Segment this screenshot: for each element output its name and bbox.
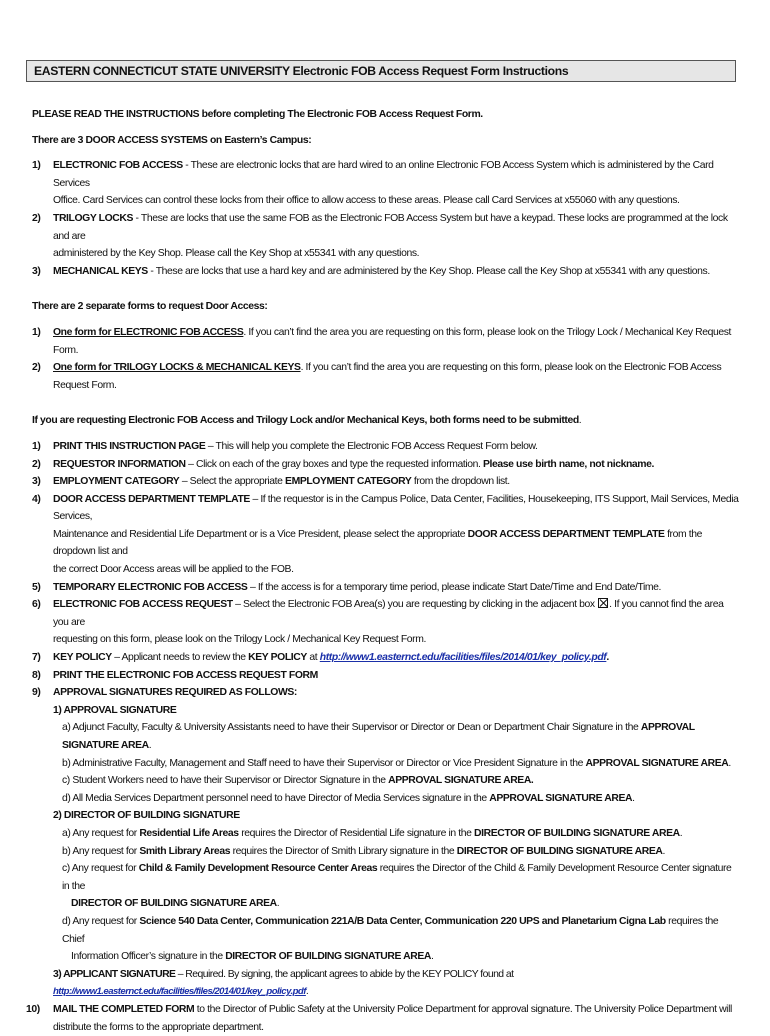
approval-signature-heading: 1) APPROVAL SIGNATURE — [53, 704, 177, 716]
intro-line: PLEASE READ THE INSTRUCTIONS before completing The Electronic FOB Access Request Form. — [32, 109, 483, 120]
step-item: 1) PRINT THIS INSTRUCTION PAGE – This will help you complete the Electronic FOB Access Request Form below. — [32, 440, 538, 452]
step-item: 2) REQUESTOR INFORMATION – Click on each of the gray boxes and type the requested information. Please use birth name, not nickname. — [32, 458, 654, 470]
director-c-cont: DIRECTOR OF BUILDING SIGNATURE AREA. — [71, 898, 280, 910]
step-item: 8) PRINT THE ELECTRONIC FOB ACCESS REQUEST FORM — [32, 669, 318, 681]
director-d: d) Any request for Science 540 Data Center, Communication 221A/B Data Center, Communication 220 UPS and Planetarium Cigna Lab requires the Chief — [62, 915, 719, 945]
approval-b: b) Administrative Faculty, Management and Staff need to have their Supervisor or Director or Vice President Signature in the APPROVAL SIGNATURE AREA. — [62, 757, 731, 769]
systems-heading: There are 3 DOOR ACCESS SYSTEMS on Eastern’s Campus: — [32, 134, 312, 146]
director-c: c) Any request for Child & Family Development Resource Center Areas requires the Director of the Child & Family Development Resource Center signature in the — [62, 863, 732, 892]
both-forms-note: If you are requesting Electronic FOB Access and Trilogy Lock and/or Mechanical Keys, both forms need to be submitted. — [32, 415, 582, 427]
step-item: 7) KEY POLICY – Applicant needs to review the KEY POLICY at http://www1.easternct.edu/facilities/files/2014/01/key_policy.pdf. — [32, 652, 609, 664]
page-title: EASTERN CONNECTICUT STATE UNIVERSITY Electronic FOB Access Request Form Instructions — [26, 60, 736, 82]
instructions-body — [26, 106, 740, 1036]
approval-a: a) Adjunct Faculty, Faculty & University Assistants need to have their Supervisor or Director or Dean or Department Chair Signature in the APPROVAL SIGNATURE AREA. — [62, 722, 695, 751]
form-item: 2) One form for TRILOGY LOCKS & MECHANICAL KEYS. If you can’t find the area you are requesting on this form, please look on the Electronic FOB Access Request Form. — [32, 362, 722, 391]
system-item: 1) ELECTRONIC FOB ACCESS - These are electronic locks that are hard wired to an online Electronic FOB Access System which is administered by the Card Services Office. Card Services can control these locks from their office to allow access to these areas. Please call Card Services at x55060 with any questions. — [32, 160, 714, 207]
step-item: 3) EMPLOYMENT CATEGORY – Select the appropriate EMPLOYMENT CATEGORY from the dropdown list. — [32, 476, 510, 488]
applicant-signature: 3) APPLICANT SIGNATURE – Required. By signing, the applicant agrees to abide by the KEY POLICY found at http://www1.easternct.edu/facilities/files/2014/01/key_policy.pdf. — [53, 968, 514, 998]
director-signature-heading: 2) DIRECTOR OF BUILDING SIGNATURE — [53, 810, 240, 822]
system-item: 3) MECHANICAL KEYS - These are locks that use a hard key and are administered by the Key Shop. Please call the Key Shop at x55341 with any questions. — [32, 265, 710, 277]
step-item: 9) APPROVAL SIGNATURES REQUIRED AS FOLLOWS: — [32, 687, 297, 699]
director-b: b) Any request for Smith Library Areas requires the Director of Smith Library signature in the DIRECTOR OF BUILDING SIGNATURE AREA. — [62, 845, 666, 857]
forms-heading: There are 2 separate forms to request Door Access: — [32, 301, 268, 313]
director-d-cont: Information Officer’s signature in the DIRECTOR OF BUILDING SIGNATURE AREA. — [71, 951, 434, 963]
step-item: 4) DOOR ACCESS DEPARTMENT TEMPLATE – If the requestor is in the Campus Police, Data Center, Facilities, Housekeeping, ITS Support, Mail Services, Media Services, Maintenance and Residential Life Department or is a Vice President, please select the appropriate DOOR ACCESS DEPARTMENT TEMPLATE from the dropdown list and the correct Door Access areas will be applied to the FOB. — [32, 493, 739, 576]
step-item: 5) TEMPORARY ELECTRONIC FOB ACCESS – If the access is for a temporary time period, please indicate Start Date/Time and End Date/Time. — [32, 581, 662, 593]
approval-c: c) Student Workers need to have their Supervisor or Director Signature in the APPROVAL SIGNATURE AREA. — [62, 775, 534, 787]
key-policy-link[interactable]: http://www1.easternct.edu/facilities/files/2014/01/key_policy.pdf — [319, 652, 607, 664]
form-item: 1) One form for ELECTRONIC FOB ACCESS. If you can’t find the area you are requesting on this form, please look on the Trilogy Lock / Mechanical Key Request Form. — [32, 326, 732, 356]
director-a: a) Any request for Residential Life Areas requires the Director of Residential Life signature in the DIRECTOR OF BUILDING SIGNATURE AREA. — [62, 827, 683, 839]
step-item: 6) ELECTRONIC FOB ACCESS REQUEST – Select the Electronic FOB Area(s) you are requesting by clicking in the adjacent box . If you cannot find the area you are requesting on this form, please look on the Trilogy Lock / Mechanical Key Request Form. — [32, 599, 724, 646]
checked-box-icon — [598, 598, 608, 608]
key-policy-link-2[interactable]: http://www1.easternct.edu/facilities/files/2014/01/key_policy.pdf — [53, 986, 306, 998]
step-item: 10) MAIL THE COMPLETED FORM to the Director of Public Safety at the University Police Department for approval signature. The University Police Department will distribute the forms to the appropriate department. — [26, 1003, 732, 1033]
approval-d: d) All Media Services Department personnel need to have Director of Media Services signature in the APPROVAL SIGNATURE AREA. — [62, 792, 635, 804]
system-item: 2) TRILOGY LOCKS - These are locks that use the same FOB as the Electronic FOB Access System but have a keypad. These locks are programmed at the lock and are administered by the Key Shop. Please call the Key Shop at x55341 with any questions. — [32, 212, 728, 260]
